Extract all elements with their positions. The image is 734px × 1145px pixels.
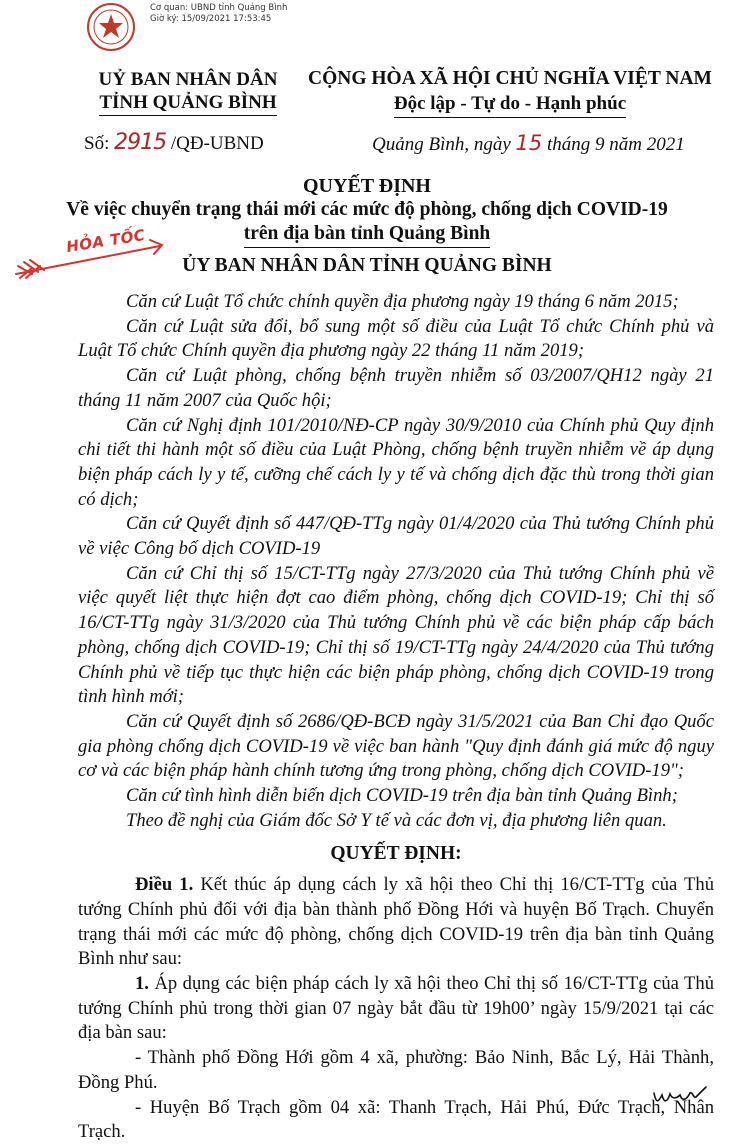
preamble-item: Căn cứ Nghị định 101/2010/NĐ-CP ngày 30/9/2010 của Chính phủ Quy định chi tiết thi hành một số điều của Luật Phòng, chống bệnh truyền nhiễm về áp dụng biện pháp cách ly y tế, cưỡng chế cách ly y tế và chống dịch đặc thù trong thời gian có dịch; (78, 414, 714, 510)
document-place-date (372, 130, 685, 158)
article-1-bullet: - Huyện Bố Trạch gồm 04 xã: Thanh Trạch, Hải Phú, Đức Trạch, Nhân Trạch. (78, 1096, 714, 1143)
title-decision: QUYẾT ĐỊNH (303, 175, 431, 197)
preamble-item: Căn cứ Luật sửa đổi, bổ sung một số điều của Luật Tổ chức Chính phủ và Luật Tổ chức Chính quyền địa phương ngày 22 tháng 11 năm 2019; (78, 315, 714, 362)
decision-heading: QUYẾT ĐỊNH: (330, 843, 462, 865)
date-day-handwritten: 15 (515, 131, 543, 155)
title-subject-line-1: Về việc chuyển trạng thái mới các mức độ phòng, chống dịch COVID-19 (66, 199, 668, 220)
national-motto: Độc lập - Tự do - Hạnh phúc (394, 91, 626, 118)
article-1-bullet: - Thành phố Đồng Hới gồm 4 xã, phường: Bảo Ninh, Bắc Lý, Hải Thành, Đồng Phú. (78, 1047, 714, 1093)
article-1-item-1 (78, 972, 714, 1046)
issuing-agency-header (78, 68, 298, 116)
signature-time: Giờ ký: 15/09/2021 17:53:45 (150, 14, 272, 24)
place-date-prefix: Quảng Bình, ngày (372, 134, 511, 155)
national-title: CỘNG HÒA XÃ HỘI CHỦ NGHĨA VIỆT NAM (308, 68, 712, 89)
preamble-item: Theo đề nghị của Giám đốc Sở Y tế và các đơn vị, địa phương liên quan. (126, 809, 667, 831)
preamble-item: Căn cứ tình hình diễn biến dịch COVID-19 trên địa bàn tỉnh Quảng Bình; (126, 785, 678, 807)
place-date-suffix: tháng 9 năm 2021 (547, 134, 685, 155)
agency-line-2: TỈNH QUẢNG BÌNH (99, 91, 276, 116)
signature-metadata (150, 3, 287, 25)
preamble-item: Căn cứ Quyết định số 447/QĐ-TTg ngày 01/4/2020 của Thủ tướng Chính phủ về việc Công bố dịch COVID-19 (78, 513, 714, 560)
item-1-label: 1. (135, 972, 149, 994)
preamble-item: Căn cứ Quyết định số 2686/QĐ-BCĐ ngày 31/5/2021 của Ban Chỉ đạo Quốc gia phòng chống dịch COVID-19 về việc ban hành "Quy định đánh giá mức độ nguy cơ và các biện pháp hành chính tương ứng trong phòng, chống dịch COVID-19"; (78, 710, 714, 782)
handwritten-initials-icon (650, 1085, 710, 1109)
article-1-label: Điều 1. (135, 874, 194, 896)
issuing-authority: ỦY BAN NHÂN DÂN TỈNH QUẢNG BÌNH (182, 255, 552, 276)
item-1-text: Áp dụng các biện pháp cách ly xã hội theo Chỉ thị số 16/CT-TTg của Thủ tướng Chính phủ trong thời gian 07 ngày bắt đầu từ 19h00’ ngày 15/9/2021 tại các địa bàn sau: (78, 972, 714, 1044)
signature-agency: Cơ quan: UBND tỉnh Quảng Bình (150, 3, 288, 13)
agency-line-1: UỶ BAN NHÂN DÂN (98, 69, 278, 90)
doc-number-suffix: /QĐ-UBND (170, 133, 264, 154)
doc-number-prefix: Số: (84, 133, 110, 154)
document-body (78, 290, 714, 1145)
doc-number-handwritten: 2915 (114, 130, 167, 155)
preamble-item: Căn cứ Luật Tổ chức chính quyền địa phương ngày 19 tháng 6 năm 2015; (126, 291, 679, 312)
title-subject-line-2: trên địa bàn tỉnh Quảng Bình (244, 222, 491, 248)
article-1-text: Kết thúc áp dụng cách ly xã hội theo Chỉ thị 16/CT-TTg của Thủ tướng Chính phủ đối với địa bàn thành phố Đồng Hới và huyện Bố Trạch. Chuyển trạng thái mới các mức độ phòng, chống dịch COVID-19 trên địa bàn tỉnh Quảng Bình như sau: (78, 874, 714, 970)
national-header (300, 66, 720, 118)
preamble-item: Căn cứ Luật phòng, chống bệnh truyền nhiễm số 03/2007/QH12 ngày 21 tháng 11 năm 2007 của Quốc hội; (78, 365, 714, 411)
preamble-item: Căn cứ Chỉ thị số 15/CT-TTg ngày 27/3/2020 của Thủ tướng Chính phủ về việc quyết liệt thực hiện đợt cao điểm phòng, chống dịch COVID-19; Chỉ thị số 16/CT-TTg ngày 31/3/2020 của Thủ tướng Chính phủ về các biện pháp cấp bách phòng, chống dịch COVID-19; Chỉ thị số 19/CT-TTg ngày 24/4/2020 của Thủ tướng Chính phủ về tiếp tục thực hiện các biện pháp phòng, chống dịch COVID-19 trong tình hình mới; (78, 562, 714, 708)
document-number (84, 130, 264, 157)
urgent-stamp-text: HỎA TỐC (65, 225, 147, 257)
digital-signature-seal-icon (86, 2, 136, 52)
article-1 (78, 873, 714, 972)
